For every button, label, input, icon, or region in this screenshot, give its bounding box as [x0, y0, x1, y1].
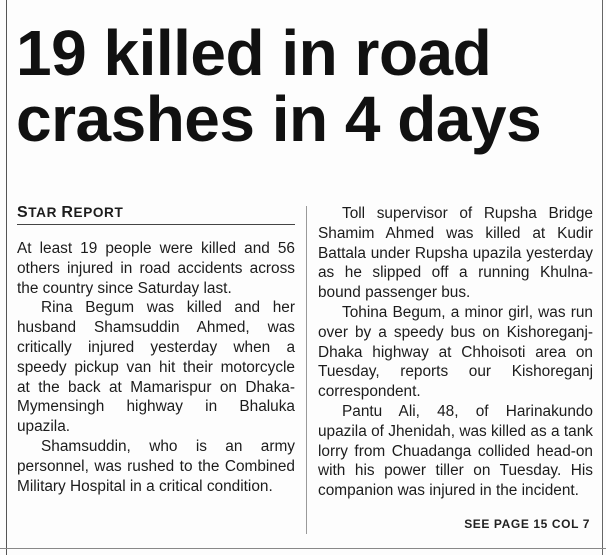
article-column-right	[318, 204, 593, 501]
clipping-left-edge	[6, 0, 7, 555]
clipping-right-edge	[602, 0, 603, 555]
continuation-note: SEE PAGE 15 COL 7	[464, 517, 590, 531]
headline-line-2: crashes in 4 days	[16, 83, 542, 155]
paragraph: Toll supervisor of Rupsha Bridge Shamim Ahmed was killed at Kudir Battala under Rupsha upazila yesterday as he slipped off a running Khulna-bound passenger bus.	[318, 205, 593, 302]
paragraph: Pantu Ali, 48, of Harinakundo upazila of Jhenidah, was killed as a tank lorry from Chuadanga collided head-on with his power tiller on Tuesday. His companion was injured in the incident.	[318, 402, 593, 500]
paragraph: Tohina Begum, a minor girl, was run over by a speedy bus on Kishoreganj-Dhaka highway at Chhoisoti area on Tuesday, reports our Kishoreganj correspondent.	[318, 303, 593, 401]
article-column-left	[17, 204, 295, 496]
paragraph: Rina Begum was killed and her husband Shamsuddin Ahmed, was critically injured yesterday when a speedy pickup van hit their motorcycle at the back at Mamarispur on Dhaka-Mymensingh highway in Bhaluka upazila.	[17, 299, 295, 436]
clipping-bottom-edge	[0, 548, 606, 549]
paragraph: At least 19 people were killed and 56 others injured in road accidents across the country since Saturday last.	[17, 240, 295, 297]
headline-line-1: 19 killed in road	[16, 17, 492, 89]
byline: STAR REPORT	[17, 204, 295, 225]
paragraph: Shamsuddin, who is an army personnel, was rushed to the Combined Military Hospital in a critical condition.	[17, 437, 295, 495]
column-divider	[306, 206, 307, 534]
headline	[16, 17, 601, 155]
